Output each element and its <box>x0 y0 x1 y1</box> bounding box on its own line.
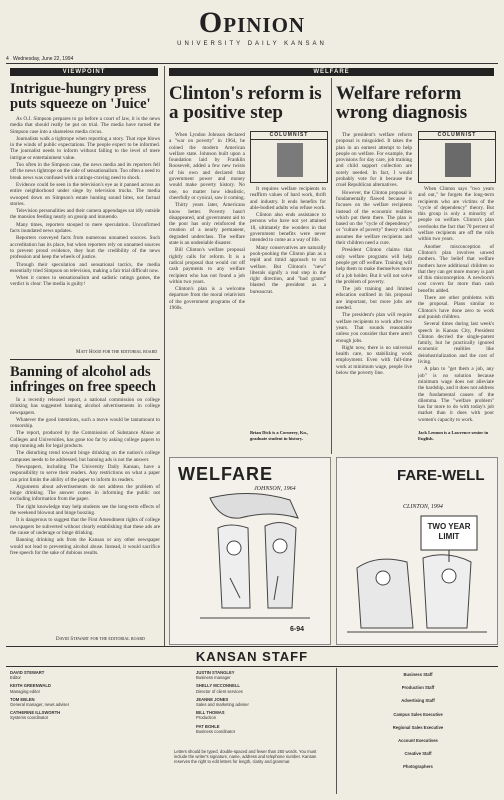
paragraph: However, the Clinton proposal is fundamentally flawed because it focuses on the welfare recipients instead of the economic realities which put them there. The plan is based on the "cycle of dependency" or "culture of poverty" theory which assumes the welfare recipients and their children need a cure. <box>336 189 412 247</box>
right-headline: Welfare reform wrong diagnosis <box>336 83 468 123</box>
staff-rule-top <box>6 646 498 647</box>
cartoon-farewell-title: FARE-WELL <box>397 467 485 484</box>
middle-body-col2 <box>250 186 326 428</box>
paragraph: The right knowledge may help students see the long-term effects of the weekend blowout and binge boozing. <box>10 503 160 517</box>
editorial1-body <box>10 116 160 348</box>
middle-headline: Clinton's reform is a positive step <box>169 83 322 123</box>
paragraph: The report, produced by the Commission of Substance Abuse at Colleges and Universities, has gone too far by asking college papers to stop running ads for legal products. <box>10 430 160 450</box>
cartoon-farewell <box>336 457 498 645</box>
paragraph: Bill Clinton's welfare proposal rightly calls for reform. It is a radical proposal that would cut off cash payments to any welfare recipient who has not found a job within two years. <box>169 247 245 285</box>
header-rule <box>6 63 498 64</box>
cartoon-welfare-title: WELFARE <box>178 464 273 484</box>
staff-name: CATHERINE ILLSWORTH <box>10 710 61 716</box>
paragraph: Journalists walk a tightrope when reporting a story. That rope blows in the winds of public expectations. The people expect to be informed. The journalist needs to inform without falling to the level of mere intrigue or entertainment value. <box>10 135 160 161</box>
editorial1-signature: Matt Hood for the editorial board <box>76 350 158 355</box>
staff-role: Sales and marketing adviser <box>196 702 249 708</box>
staff-name: PAT BOHLE <box>196 723 220 729</box>
staff-section-label: Advertising Staff <box>401 698 435 704</box>
paragraph: The job training and limited education outlined in his proposal are important, but more jobs are needed. <box>336 286 412 312</box>
cartoon-welfare-date: 6-94 <box>290 626 305 633</box>
paragraph: When Clinton says "two years and out," he forgets the long-term recipients who are victims of the "cycle of dependency" theory. But this group is only a minority of people on welfare. Clinton's plan overlooks the fact that 70 percent of welfare recipients are off the rolls within two years. <box>418 186 494 243</box>
staff-section-label: Regional Sales Executive <box>392 724 444 730</box>
page-header <box>6 4 498 62</box>
staff-role: Systems coordinator <box>10 715 49 721</box>
staff-role: Editor <box>10 675 21 681</box>
staff-entry <box>196 670 286 680</box>
right-body-col2 <box>418 186 494 428</box>
paragraph: It is dangerous to suggest that the First Amendment rights of college newspapers be subverted without clearly establishing that these ads are the cause of underage or binge drinking. <box>10 517 160 536</box>
viewpoint-tag: VIEWPOINT <box>10 68 158 76</box>
staff-section-label: Production Staff <box>401 685 435 691</box>
paragraph: Clinton's plan is a welcome departure from the moral relativism of the government programs of the 1960s. <box>169 286 245 312</box>
paragraph: Clinton also ends assistance to persons who have not yet attained 18, ultimately the wonders in that government benefits were never intended to come as a way of life. <box>250 212 326 244</box>
staff-entry <box>196 683 286 693</box>
paragraph: Arguments about advertisements do not address the problem of binge drinking. The answer comes in informing the public not excluding information from the paper. <box>10 483 160 503</box>
paragraph: It requires welfare recipients to reaffirm values of hard work, thrift and industry. It ends benefits for able-bodied adults who refuse work. <box>250 186 326 211</box>
cartoon-farewell-drawing <box>337 458 497 644</box>
paragraph: Whatever the good intentions, such a move would be tantamount to censorship. <box>10 416 160 430</box>
staff-name: BILL THOMAS <box>196 710 225 716</box>
paragraph: Newspapers, including The University Daily Kansan, have a responsibility to serve their readers. Any restrictions on what a paper can print limits the ability of the paper to inform its readers. <box>10 463 160 483</box>
staff-section-label: Campus Sales Executive <box>393 711 443 717</box>
newspaper-page <box>6 4 498 796</box>
staff-section-label: Business Staff <box>403 672 433 677</box>
page-date-line <box>6 56 73 62</box>
paragraph: Many times, reporters stooped to mere speculation. Unconfirmed facts inundated news updates. <box>10 221 160 235</box>
masthead-subtitle: UNIVERSITY DAILY KANSAN <box>177 41 327 47</box>
section-title: Opinion <box>198 6 306 39</box>
paragraph: Reporters conveyed facts from numerous unnamed sources. Such accreditation has its place, but when reporters rely on unnamed sources to prevent proud evidence, they hurt the credibility of the news profession and keep the wheels of justice. <box>10 235 160 261</box>
paragraph: When it comes to sensationalism and sadistic ratings games, the verdict is clear: The media is guilty! <box>10 275 160 288</box>
paragraph: Many conservatives are naturally pooh-poohing the Clinton plan as a tepid and timid approach to cut welfare. But Clinton's "new" liberals signify a real step in the right direction, and "bad grants" blasted the president as a bureaucrat. <box>250 244 326 295</box>
cartoon-welfare <box>169 457 331 645</box>
right-columnist-box <box>418 131 496 183</box>
staff-entry <box>10 710 90 720</box>
column-divider <box>164 66 165 646</box>
middle-caption: Brian Dick is a Cornerey, Kn., graduate student in history. <box>250 430 309 441</box>
paragraph: Banning drinking ads from the Kansan or any other newspaper would not lead to preventing alcohol abuse. Instead, it would sacrifice free speech for the sake of dubious results. <box>10 537 160 556</box>
right-caption: Jack Lennon is a Lawrence senior in English. <box>418 430 489 441</box>
staff-rule <box>6 666 498 667</box>
staff-entry <box>10 697 90 707</box>
paragraph: In a recently released report, a national commission on college drinking has suggested banning alcohol advertisements in college newspapers. <box>10 397 160 416</box>
paragraph: Several times during last week's speech in Kansas City, President Clinton decried the single-parent family, but he practically ignored economic realities like deindustrialization and the cost of living. <box>418 321 494 366</box>
staff-section-label: Account Executives <box>398 738 438 744</box>
paragraph: Television personalities and their camera appendages sat idly outside the mansion feeding nearly on gossip and innuendo. <box>10 208 160 221</box>
paragraph: There are other problems with the proposal. Plans similar to Clinton's have done zero to work and punish children. <box>418 295 494 320</box>
paragraph: The president's plan will require welfare recipients to work after two years. That sounds reasonable unless you consider that there aren't enough jobs. <box>336 312 412 344</box>
cartoon-farewell-sign: TWO YEAR LIMIT <box>427 522 471 541</box>
staff-role: General manager, news adviser <box>10 702 70 708</box>
middle-columnist-label: COLUMNIST <box>251 132 327 140</box>
paragraph: The disturbing trend toward binge drinking on the nation's college campuses needs to be addressed, but banning ads is not the answer. <box>10 450 160 463</box>
middle-columnist-photo <box>277 143 303 177</box>
editorial2-body <box>10 397 160 635</box>
paragraph: President Clinton claims that only welfare programs will help people get off welfare. Training will help them to make themselves more of a job holder. But it will not solve the problem of poverty. <box>336 247 412 285</box>
cartoon-welfare-signed: JOHNSON, 1964 <box>254 486 296 492</box>
staff-entry <box>196 710 286 720</box>
staff-role: Business coordinator <box>196 728 236 734</box>
staff-column-2 <box>196 670 286 740</box>
paragraph: As O.J. Simpson prepares to go before a court of law, it is the news media that should really be put on trial. The media have turned the Simpson case into a shameless media circus. <box>10 116 160 135</box>
column-divider-2 <box>331 78 332 454</box>
staff-entry <box>10 683 90 693</box>
page-date: Wednesday, June 22, 1994 <box>12 56 74 62</box>
right-columnist-label: COLUMNIST <box>419 132 495 140</box>
staff-role: Managing editor <box>10 688 41 694</box>
staff-role: Business manager <box>196 675 231 681</box>
staff-letters-note: Letters should be typed, double-spaced and fewer than 250 words. You must include the writer's signature, name, address and telephone number. Kansan reserves the right to edit letters for length, clarity and grammar. <box>174 749 317 765</box>
staff-section-label: Creative Staff <box>404 751 432 757</box>
paragraph: Thirty years later, Americans know better. Poverty hasn't disappeared, and government aid to the poor has only reinforced the creation of a nearly permanent, degraded underclass. The welfare state is an undeniable disaster. <box>169 202 245 247</box>
paragraph: Right now, there is no universal health care, no stabilizing work employment. Even with full-time work at minimum wage, people live below the poverty line. <box>336 344 412 376</box>
staff-name: TOM EBLEN <box>10 696 35 702</box>
staff-name: JUSTIN STANGLEY <box>196 670 235 675</box>
cartoon-welfare-drawing <box>170 458 330 644</box>
staff-entry <box>196 724 286 734</box>
staff-column-3 <box>342 670 494 794</box>
left-divider <box>10 359 160 360</box>
paragraph: Another misconception of Clinton's plan involves unwed mothers. The belief that welfare mothers have additional children so that they can get more money is part of this misconception. A newborn's cost covers far more than cash benefits added. <box>418 243 494 294</box>
paragraph: Evidence could be seen in the television's eye as it panned across an entire neighborhood under siege by television trucks. The media swooped down on Simpson's estate hunting sound bites, not factual stories. <box>10 181 160 207</box>
editorial1-headline: Intrigue-hungry press puts squeeze on 'Juice' <box>10 81 151 112</box>
staff-name: SHELLY MCCONNELL <box>196 683 240 689</box>
staff-section-label: Photographers <box>403 764 433 770</box>
paragraph: When Lyndon Johnson declared a "war on poverty" in 1964, he coined the modern American welfare state. Johnson built upon a foundation laid by Franklin Roosevelt, added a few new twists of his own and declared that government power and money would make poverty history. No one, no matter how idealistic, cheerfully or cynical, saw it coming. <box>169 132 245 201</box>
editorial2-signature: David Stewart for the editorial board <box>56 637 145 642</box>
cartoon-farewell-signed: CLINTON, 1994 <box>403 504 443 510</box>
paragraph: A plan to "get them a job, any job" is no solution because minimum wage does not alleviate the hardship, and it does not address the fundamental causes of the dilemma. The "welfare problem" has far more to do with today's job market than it does with poor women's capacity to work. <box>418 366 494 423</box>
paragraph: The president's welfare reform proposal is misguided. It takes the plan in an earnest attempt to help people on welfare. For example, the provisions for day care, job training and child support collection are sorely needed. In fact, I would probably vote for it because the cruel Republican alternatives. <box>336 132 412 189</box>
staff-entry <box>10 670 90 680</box>
right-columnist-photo <box>445 143 471 177</box>
staff-column-1 <box>10 670 90 794</box>
staff-entry <box>196 697 286 707</box>
paragraph: Through their speculation and sensational tactics, the media essentially tried Simpson on television, making a fair trial difficult now. <box>10 261 160 274</box>
staff-name: JEANNE JONES <box>196 696 229 702</box>
staff-divider <box>336 668 337 794</box>
middle-columnist-box <box>250 131 328 183</box>
staff-role: Production <box>196 715 217 721</box>
staff-name: KEITH GREENWALD <box>10 683 51 689</box>
paragraph: Too often in the Simpson case, the news media and its reporters fell off the news tightrope on the side of sensationalism. Too often a need to break news was confused with a ratings-craving need to shock. <box>10 162 160 181</box>
staff-role: Director of client services <box>196 688 243 694</box>
editorial2-headline: Banning of alcohol ads infringes on free speech <box>10 364 156 395</box>
right-body-col1 <box>336 132 412 454</box>
page-number: 4 <box>6 56 9 62</box>
middle-body-col1 <box>169 132 245 454</box>
staff-name: DAVID STEWART <box>10 670 45 675</box>
welfare-tag: WELFARE <box>169 68 494 76</box>
staff-title: KANSAN STAFF <box>195 649 309 664</box>
